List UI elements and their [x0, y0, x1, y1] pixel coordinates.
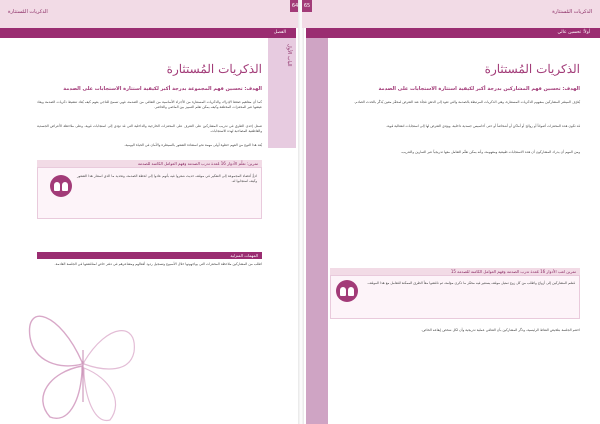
left-paragraph-1: كما أن مفاهيم ضغط الإدراك والذكريات المستثارة من الأجزاء الأساسية من التعافي من الصدمة، فهي تسمح للناجي بفهم كيف يُعاد تنشيط ذكريات الصدمة ويعاد عيشها عبر المحفزات المختلفة وكيف يمكن تعلم التمييز بين الماضي والحاضر. — [37, 100, 262, 110]
right-top-bar — [302, 0, 600, 28]
left-band — [0, 28, 296, 38]
left-top-bar — [0, 0, 300, 28]
pair-people-icon — [336, 280, 358, 302]
left-exercise-box — [37, 167, 262, 219]
left-page-subtitle: الهدف: تحسين فهم المجموعة بدرجة أكبر لكيفية استثارة الاستجابات على الصدمة — [63, 86, 262, 92]
group-people-icon — [50, 175, 72, 197]
right-page — [302, 0, 600, 424]
right-running-header: الذكريات المُستثارة — [552, 9, 592, 15]
left-page-title: الذكريات المُستثارة — [166, 62, 262, 76]
right-closing-text: اختتم الجلسة بتلخيص النقاط الرئيسية، وذكّر المشاركين بأن التعافي عملية تدريجية وأن لكل شخص إيقاعه الخاص. — [421, 328, 580, 332]
left-side-tab — [268, 38, 296, 148]
side-tab-label: الباب الأول — [286, 44, 292, 67]
right-band — [306, 28, 600, 38]
right-paragraph-2: قد تكون هذه المحفزات أصواتاً أو روائح أو أماكن أو أشخاصاً أو حتى أحاسيس جسدية داخلية، ويؤدي التعرض لها إلى استجابات انفعالية قوية. — [386, 124, 580, 128]
left-band-label: الفصل — [273, 30, 286, 35]
left-exercise-text: ادعُ أعضاء المجموعة إلى التفكير في موقف حديث شعروا فيه بأنهم عادوا إلى لحظة الصدمة، وتحديد ما الذي استثار هذا الشعور وكيف استجابوا له. — [77, 174, 257, 184]
right-exercise-text: قسّم المشاركين إلى أزواج واطلب من كل زوج تمثيل موقف يستثير فيه محفّز ما ذكرى مؤلمة، ثم ناقشوا معاً الطرق الممكنة للتعامل مع هذا الموقف. — [367, 281, 575, 285]
left-section-heading: المهمات المنزلية — [37, 252, 262, 259]
left-paragraph-3: يُعد هذا النوع من الفهم خطوة أولى مهمة نحو استعادة الشعور بالسيطرة والأمان في الحياة اليومية. — [124, 143, 262, 147]
right-exercise-heading: تمرين لعب الأدوار 16 مُعدة تدرب الصدمة وفهم العوامل الكامنة للصدمة 15 — [330, 268, 580, 275]
right-paragraph-1: يُعرّف الميسّر المشاركين بمفهوم الذكريات المستثارة، وهي الذكريات المرتبطة بالصدمة والتي تعود إلى الذهن فجأة عند التعرض لمحفّز معين يُذكّر بالحدث الصادم. — [354, 100, 580, 104]
right-paragraph-3: ومن المهم أن يدرك المشاركون أن هذه الاستجابات طبيعية ومفهومة، وأنه يمكن تعلّم التعامل معها تدريجياً عبر التمارين والتدريب. — [400, 150, 580, 154]
left-paragraph-2: تتمثل إحدى الطرق في تدريب المشاركين على التعرف على المحفزات الخارجية والداخلية التي قد تؤدي إلى استجابات قوية، وعلى ملاحظة الأعراض الجسدية والعاطفية المصاحبة لهذه الاستجابات. — [37, 124, 262, 134]
butterfly-illustration — [20, 292, 140, 424]
right-page-number: 65 — [302, 0, 312, 12]
right-page-subtitle: الهدف: تحسين فهم المشاركين بدرجة أكبر لكيفية استثارة الاستجابات على الصدمة — [378, 86, 580, 92]
right-exercise-box — [330, 275, 580, 319]
right-band-label: أولاً: تحسين عالي — [557, 30, 590, 35]
left-exercise-heading: تمرين: تعلّم الأدوار 16 مُعدة تدرب الصدمة وفهم العوامل الكامنة للصدمة — [37, 160, 262, 167]
left-section-text: اطلب من المشاركين ملاحظة المحفزات التي يواجهونها خلال الأسبوع وتسجيل ردود أفعالهم ومشاعرهم في دفتر خاص لمناقشتها في الجلسة القادمة. — [54, 262, 262, 266]
right-page-title: الذكريات المُستثارة — [484, 62, 580, 76]
left-page-number: 64 — [290, 0, 300, 12]
left-running-header: الذكريات المُستثارة — [8, 9, 48, 15]
right-decorative-strip — [306, 38, 328, 424]
